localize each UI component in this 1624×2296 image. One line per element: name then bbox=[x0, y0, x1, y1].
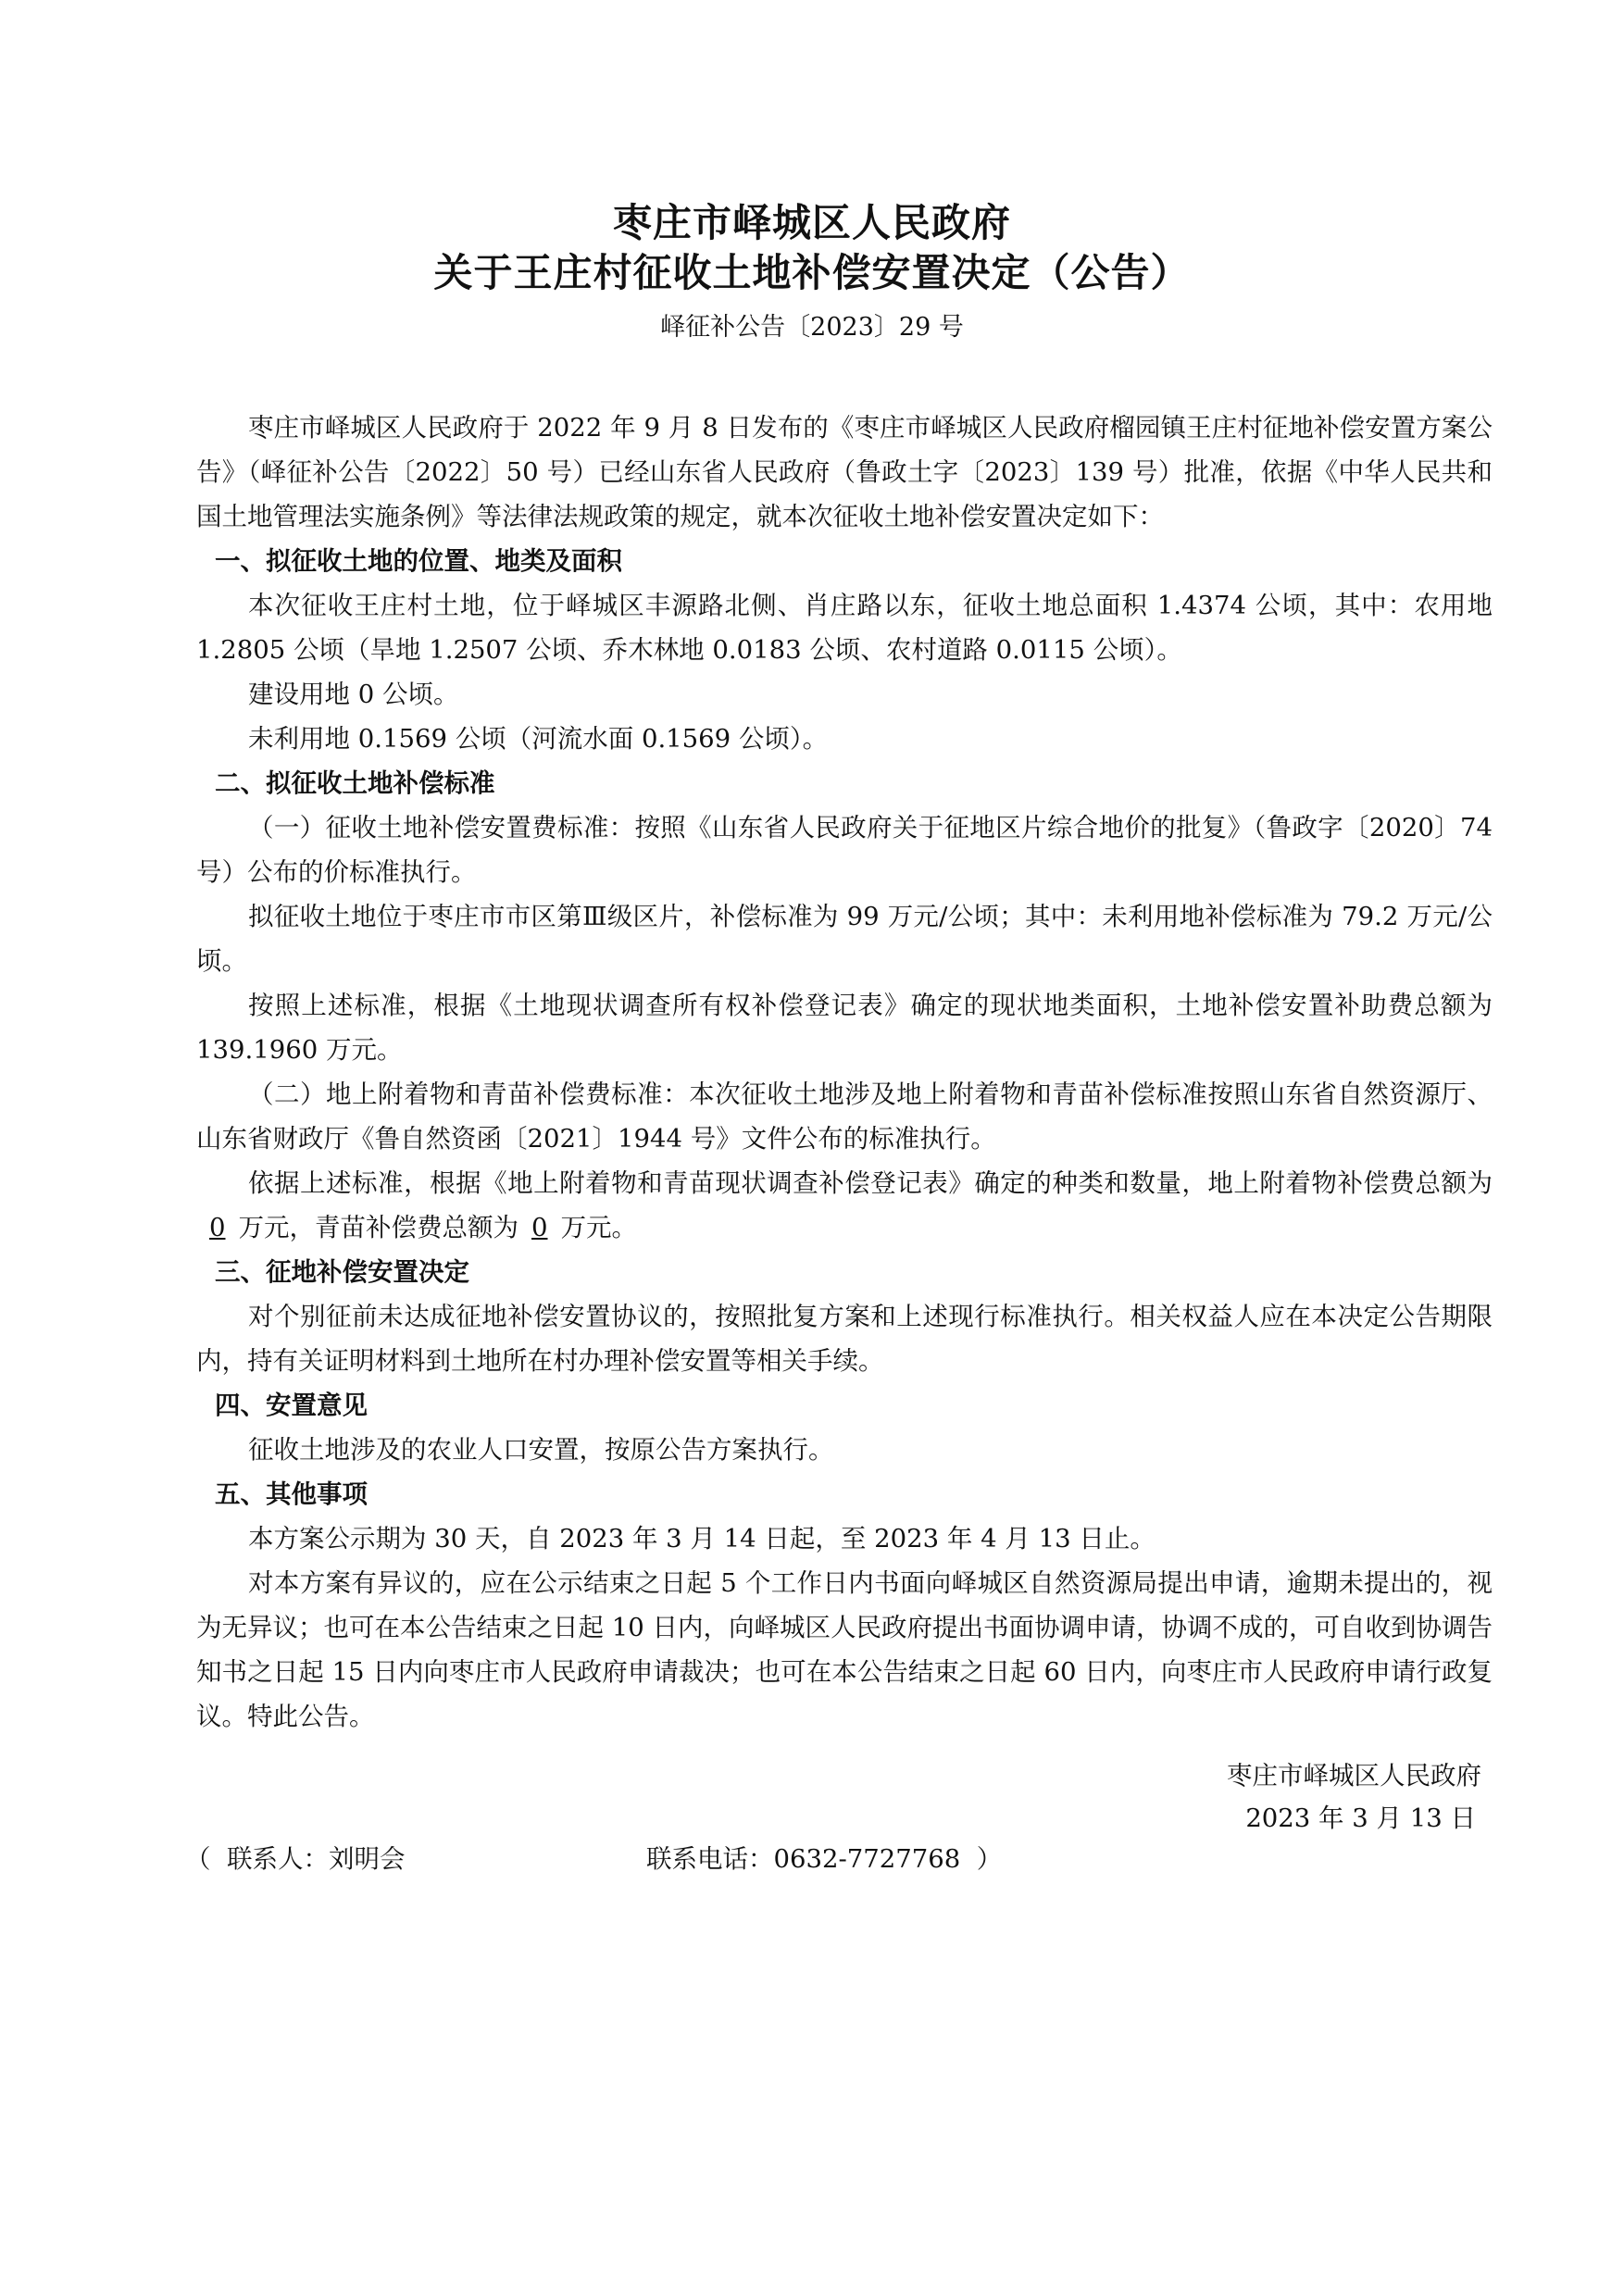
crop-amount-value: 0 bbox=[531, 1213, 548, 1242]
section-1-paragraph-3: 未利用地 0.1569 公顷（河流水面 0.1569 公顷）。 bbox=[248, 724, 829, 754]
section-2-paragraph-3: 按照上述标准，根据《土地现状调查所有权补偿登记表》确定的现状地类面积，土地补偿安置补助费总额为 139.1960 万元。 bbox=[196, 991, 1493, 1065]
section-2-paragraph-5 bbox=[196, 1161, 1493, 1250]
section-3-paragraph-1: 对个别征前未达成征地补偿安置协议的，按照批复方案和上述现行标准执行。相关权益人应在本决定公告期限内，持有关证明材料到土地所在村办理补偿安置等相关手续。 bbox=[196, 1302, 1493, 1376]
issue-date: 2023 年 3 月 13 日 bbox=[1245, 1803, 1476, 1833]
s2p5-text-a: 依据上述标准，根据《地上附着物和青苗现状调查补偿登记表》确定的种类和数量，地上附着物补偿费总额为 bbox=[248, 1168, 1493, 1198]
intro-paragraph: 枣庄市峄城区人民政府于 2022 年 9 月 8 日发布的《枣庄市峄城区人民政府榴园镇王庄村征地补偿安置方案公告》（峄征补公告〔2022〕50 号）已经山东省人民政府（鲁政土字〔2023〕139 号）批准，依据《中华人民共和国土地管理法实施条例》等法律法规政策的规定，就本次征收土地补偿安置决定如下： bbox=[196, 413, 1493, 531]
section-4-heading: 四、安置意见 bbox=[215, 1391, 368, 1420]
document-number: 峄征补公告〔2023〕29 号 bbox=[660, 313, 964, 342]
section-2-paragraph-4: （二）地上附着物和青苗补偿费标准：本次征收土地涉及地上附着物和青苗补偿标准按照山东省自然资源厅、山东省财政厅《鲁自然资函〔2021〕1944 号》文件公布的标准执行。 bbox=[196, 1079, 1493, 1154]
s2p5-text-c: 万元。 bbox=[560, 1213, 637, 1242]
section-1-heading: 一、拟征收土地的位置、地类及面积 bbox=[215, 546, 622, 576]
issuer-signature: 枣庄市峄城区人民政府 bbox=[1227, 1761, 1481, 1791]
document-body bbox=[196, 406, 1493, 1739]
section-3-heading: 三、征地补偿安置决定 bbox=[215, 1257, 469, 1287]
contact-person: （ 联系人：刘明会 bbox=[185, 1844, 406, 1874]
section-5-heading: 五、其他事项 bbox=[215, 1479, 368, 1509]
section-5-paragraph-2: 对本方案有异议的，应在公示结束之日起 5 个工作日内书面向峄城区自然资源局提出申请，逾期未提出的，视为无异议；也可在本公告结束之日起 10 日内，向峄城区人民政府提出书面协调申请，协调不成的，可自收到协调告知书之日起 15 日内向枣庄市人民政府申请裁决；也可在本公告结束之日起 60 日内，向枣庄市人民政府申请行政复议。特此公告。 bbox=[196, 1568, 1493, 1731]
document-title-line1: 枣庄市峄城区人民政府 bbox=[612, 200, 1011, 245]
attachment-amount-value: 0 bbox=[209, 1213, 226, 1242]
contact-phone: 联系电话：0632-7727768 ） bbox=[646, 1844, 1003, 1874]
section-2-paragraph-2: 拟征收土地位于枣庄市市区第Ⅲ级区片，补偿标准为 99 万元/公顷；其中：未利用地补偿标准为 79.2 万元/公顷。 bbox=[196, 902, 1493, 976]
section-5-paragraph-1: 本方案公示期为 30 天，自 2023 年 3 月 14 日起，至 2023 年 4 月 13 日止。 bbox=[248, 1524, 1156, 1554]
s2p5-text-b: 万元，青苗补偿费总额为 bbox=[238, 1213, 518, 1242]
section-2-paragraph-1: （一）征收土地补偿安置费标准：按照《山东省人民政府关于征地区片综合地价的批复》（鲁政字〔2020〕74 号）公布的价标准执行。 bbox=[196, 813, 1493, 887]
section-1-paragraph-1: 本次征收王庄村土地，位于峄城区丰源路北侧、肖庄路以东，征收土地总面积 1.4374 公顷，其中：农用地 1.2805 公顷（旱地 1.2507 公顷、乔木林地 0.0183 公顷、农村道路 0.0115 公顷）。 bbox=[196, 591, 1493, 665]
section-4-paragraph-1: 征收土地涉及的农业人口安置，按原公告方案执行。 bbox=[248, 1435, 834, 1465]
section-2-heading: 二、拟征收土地补偿标准 bbox=[215, 768, 495, 798]
section-1-paragraph-2: 建设用地 0 公顷。 bbox=[248, 680, 459, 709]
document-title-line2: 关于王庄村征收土地补偿安置决定（公告） bbox=[433, 250, 1191, 295]
